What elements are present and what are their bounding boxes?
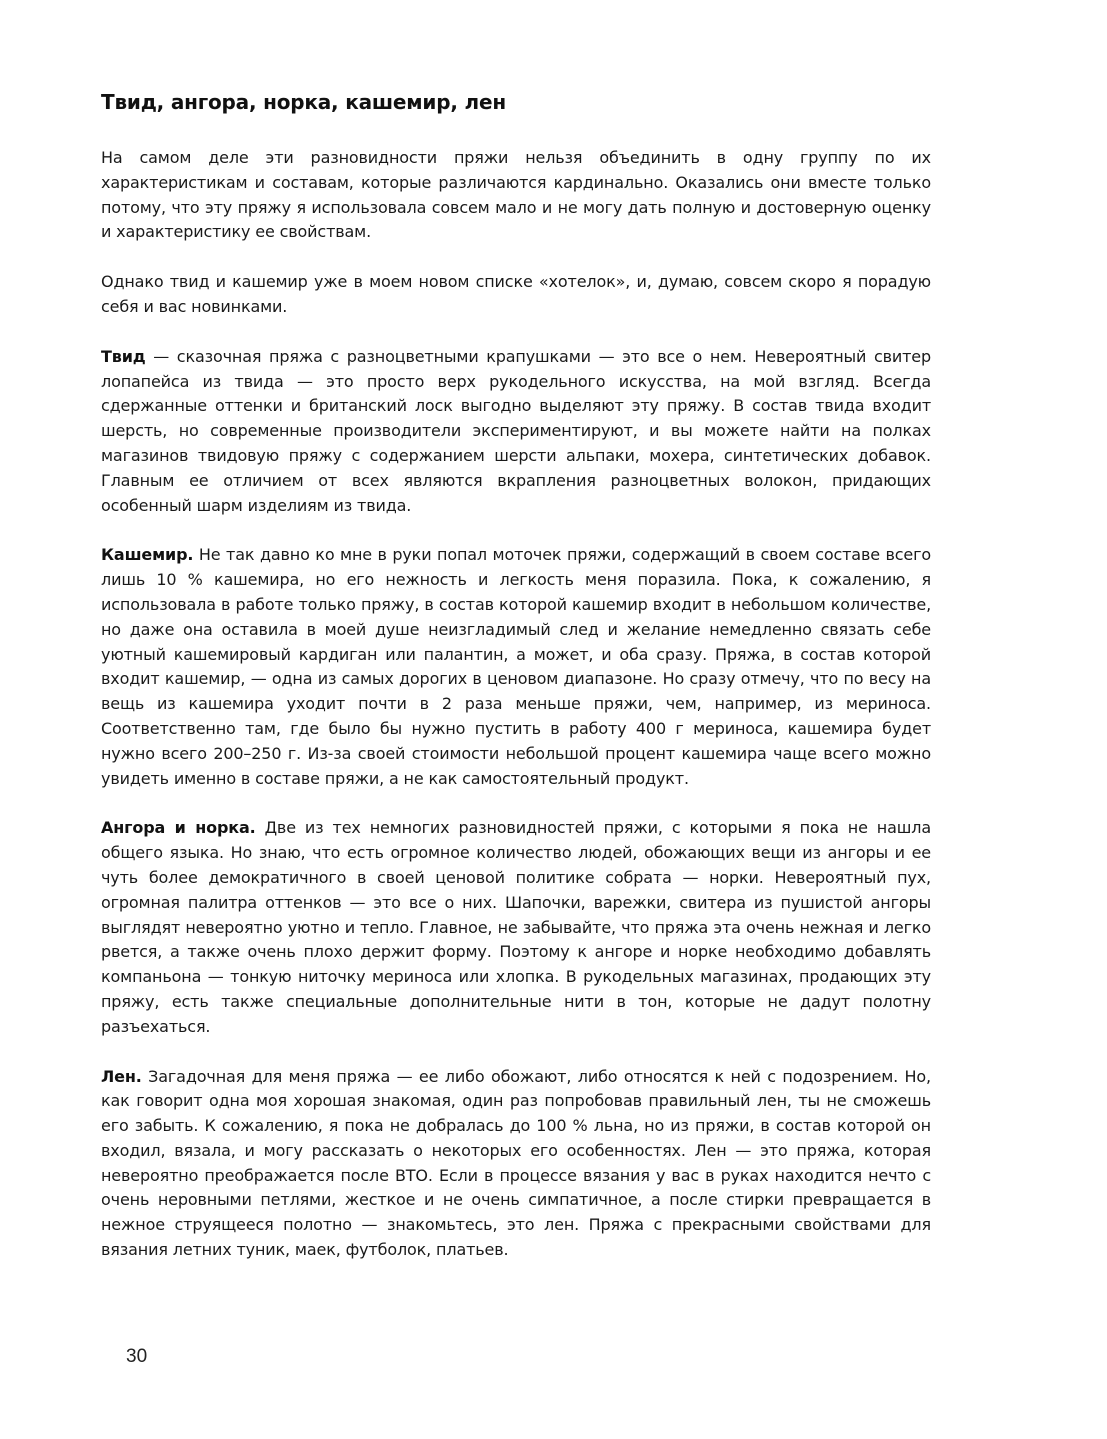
intro-paragraph bbox=[101, 146, 931, 245]
tweed-paragraph bbox=[101, 345, 931, 519]
term-angora-mink: Ангора и норка. bbox=[101, 818, 256, 838]
paragraph-text: На самом деле эти разновидности пряжи нельзя объединить в одну группу по их характеристикам и составам, которые различаются кардинально. Оказались они вместе только потому, что эту пряжу я использовала совсем мало и не могу дать полную и достоверную оценку и характеристику ее свойствам. bbox=[101, 148, 931, 242]
page-number: 30 bbox=[126, 1346, 148, 1367]
paragraph-text: Однако твид и кашемир уже в моем новом списке «хотелок», и, думаю, совсем скоро я порадую себя и вас новинками. bbox=[101, 272, 931, 316]
page-content bbox=[101, 88, 931, 1288]
angora-mink-paragraph bbox=[101, 816, 931, 1039]
wishlist-paragraph bbox=[101, 270, 931, 320]
paragraph-text: Не так давно ко мне в руки попал моточек пряжи, содержащий в своем составе всего лишь 10 % кашемира, но его нежность и легкость меня поразила. Пока, к сожалению, я использовала в работе только пряжу, в состав которой кашемир входит в небольшом количестве, но даже она оставила в моей душе неизгладимый след и желание немедленно связать себе уютный кашемировый кардиган или палантин, а может, и оба сразу. Пряжа, в состав которой входит кашемир, — одна из самых дорогих в ценовом диапазоне. Но сразу отмечу, что по весу на вещь из кашемира уходит почти в 2 раза меньше пряжи, чем, например, из мериноса. Соответственно там, где было бы нужно пустить в работу 400 г мериноса, кашемира будет нужно всего 200–250 г. Из-за своей стоимости небольшой процент кашемира чаще всего можно увидеть именно в составе пряжи, а не как самостоятельный продукт. bbox=[101, 545, 931, 788]
paragraph-text: Загадочная для меня пряжа — ее либо обожают, либо относятся к ней с подозрением. Но, как говорит одна моя хорошая знакомая, один раз попробовав правильный лен, ты не сможешь его забыть. К сожалению, я пока не добралась до 100 % льна, но из пряжи, в состав которой он входил, вязала, и могу рассказать о некоторых его особенностях. Лен — это пряжа, которая невероятно преображается после ВТО. Если в процессе вязания у вас в руках находится нечто с очень неровными петлями, жесткое и не очень симпатичное, а после стирки превращается в нежное струящееся полотно — знакомьтесь, это лен. Пряжа с прекрасными свойствами для вязания летних туник, маек, футболок, платьев. bbox=[101, 1066, 931, 1260]
linen-paragraph bbox=[101, 1065, 931, 1263]
cashmere-paragraph bbox=[101, 543, 931, 791]
term-tweed: Твид bbox=[101, 346, 146, 366]
term-cashmere: Кашемир. bbox=[101, 545, 194, 565]
paragraph-text: Две из тех немногих разновидностей пряжи, с которыми я пока не нашла общего языка. Но знаю, что есть огромное количество людей, обожающих вещи из ангоры и ее чуть более демократичного в своей ценовой политике собрата — норки. Невероятный пух, огромная палитра оттенков — это все о них. Шапочки, варежки, свитера из пушистой ангоры выглядят невероятно уютно и тепло. Главное, не забывайте, что пряжа эта очень нежная и легко рвется, а также очень плохо держит форму. Поэтому к ангоре и норке необходимо добавлять компаньона — тонкую ниточку мериноса или хлопка. В рукодельных магазинах, продающих эту пряжу, есть также специальные дополнительные нити в тон, которые не дадут полотну разъехаться. bbox=[101, 818, 931, 1036]
section-heading: Твид, ангора, норка, кашемир, лен bbox=[101, 90, 506, 114]
term-linen: Лен. bbox=[101, 1066, 142, 1086]
paragraph-text: — сказочная пряжа с разноцветными крапушками — это все о нем. Невероятный свитер лопапейса из твида — это просто верх рукодельного искусства, на мой взгляд. Всегда сдержанные оттенки и британский лоск выгодно выделяют эту пряжу. В состав твида входит шерсть, но современные производители экспериментируют, и вы можете найти на полках магазинов твидовую пряжу с содержанием шерсти альпаки, мохера, синтетических добавок. Главным ее отличием от всех являются вкрапления разноцветных волокон, придающих особенный шарм изделиям из твида. bbox=[101, 346, 931, 515]
